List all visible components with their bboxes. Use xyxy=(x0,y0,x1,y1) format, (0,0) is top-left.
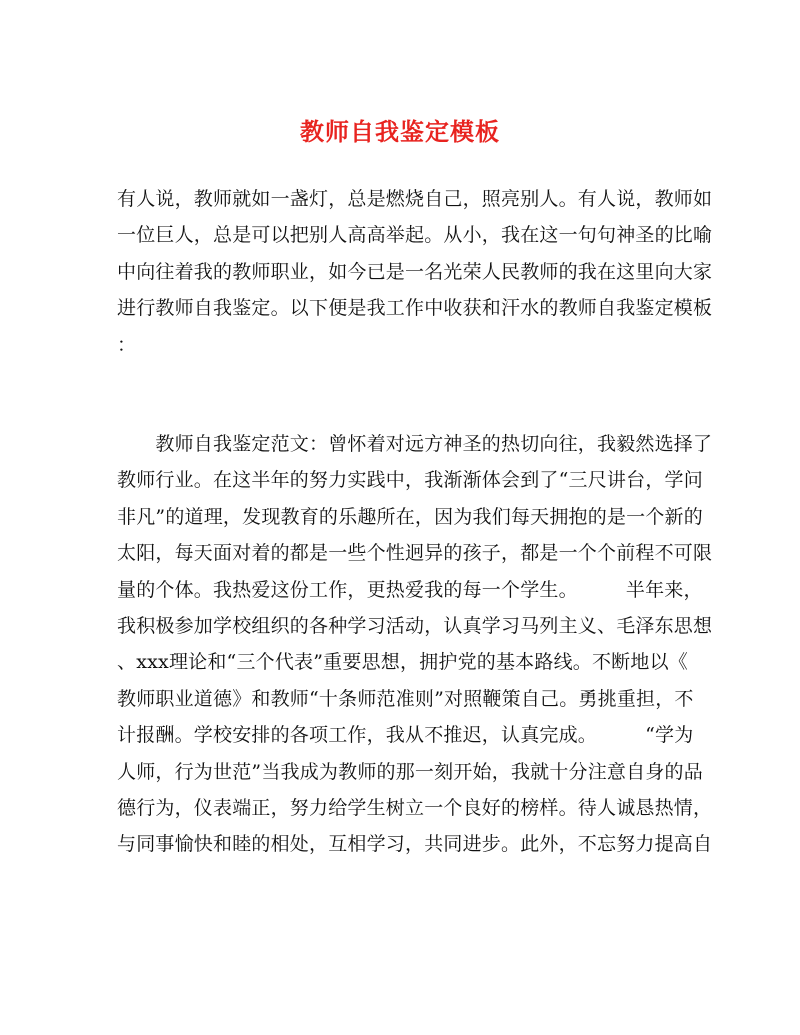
text-line: 中向往着我的教师职业，如今已是一名光荣人民教师的我在这里向大家 xyxy=(117,260,713,283)
text-line: 我积极参加学校组织的各种学习活动，认真学习马列主义、毛泽东思想 xyxy=(117,614,713,637)
text-line: 人师，行为世范”当我成为教师的那一刻开始，我就十分注意自身的品 xyxy=(117,760,703,783)
intro-paragraph xyxy=(117,181,713,363)
text-line: 太阳，每天面对着的都是一些个性迥异的孩子，都是一个个前程不可限 xyxy=(117,542,713,565)
text-line: 计报酬。学校安排的各项工作，我从不推迟，认真完成。 “学为 xyxy=(117,724,694,747)
text-line: 量的个体。我热爱这份工作，更热爱我的每一个学生。 半年来， xyxy=(117,578,703,601)
text-line: 与同事愉快和睦的相处，互相学习，共同进步。此外，不忘努力提高自 xyxy=(117,833,713,856)
text-line: 非凡”的道理，发现教育的乐趣所在，因为我们每天拥抱的是一个新的 xyxy=(117,505,703,528)
text-line: 、xxx理论和“三个代表”重要思想，拥护党的基本路线。不断地以《 xyxy=(117,651,688,674)
text-line: 教师职业道德》和教师“十条师范准则”对照鞭策自己。勇挑重担，不 xyxy=(117,687,694,710)
sample-paragraph xyxy=(117,426,713,863)
document-title: 教师自我鉴定模板 xyxy=(300,117,500,146)
text-line: 一位巨人，总是可以把别人高高举起。从小，我在这一句句神圣的比喻 xyxy=(117,224,713,247)
text-line: 进行教师自我鉴定。以下便是我工作中收获和汗水的教师自我鉴定模板 xyxy=(117,297,713,320)
text-line: 教师行业。在这半年的努力实践中，我渐渐体会到了“三尺讲台，学问 xyxy=(117,469,703,492)
text-line: 德行为，仪表端正，努力给学生树立一个良好的榜样。待人诚恳热情， xyxy=(117,796,713,819)
text-line: 有人说，教师就如一盏灯，总是燃烧自己，照亮别人。有人说，教师如 xyxy=(117,188,713,210)
text-line: 教师自我鉴定范文：曾怀着对远方神圣的热切向往，我毅然选择了 xyxy=(117,433,713,455)
text-line: ： xyxy=(117,333,137,356)
